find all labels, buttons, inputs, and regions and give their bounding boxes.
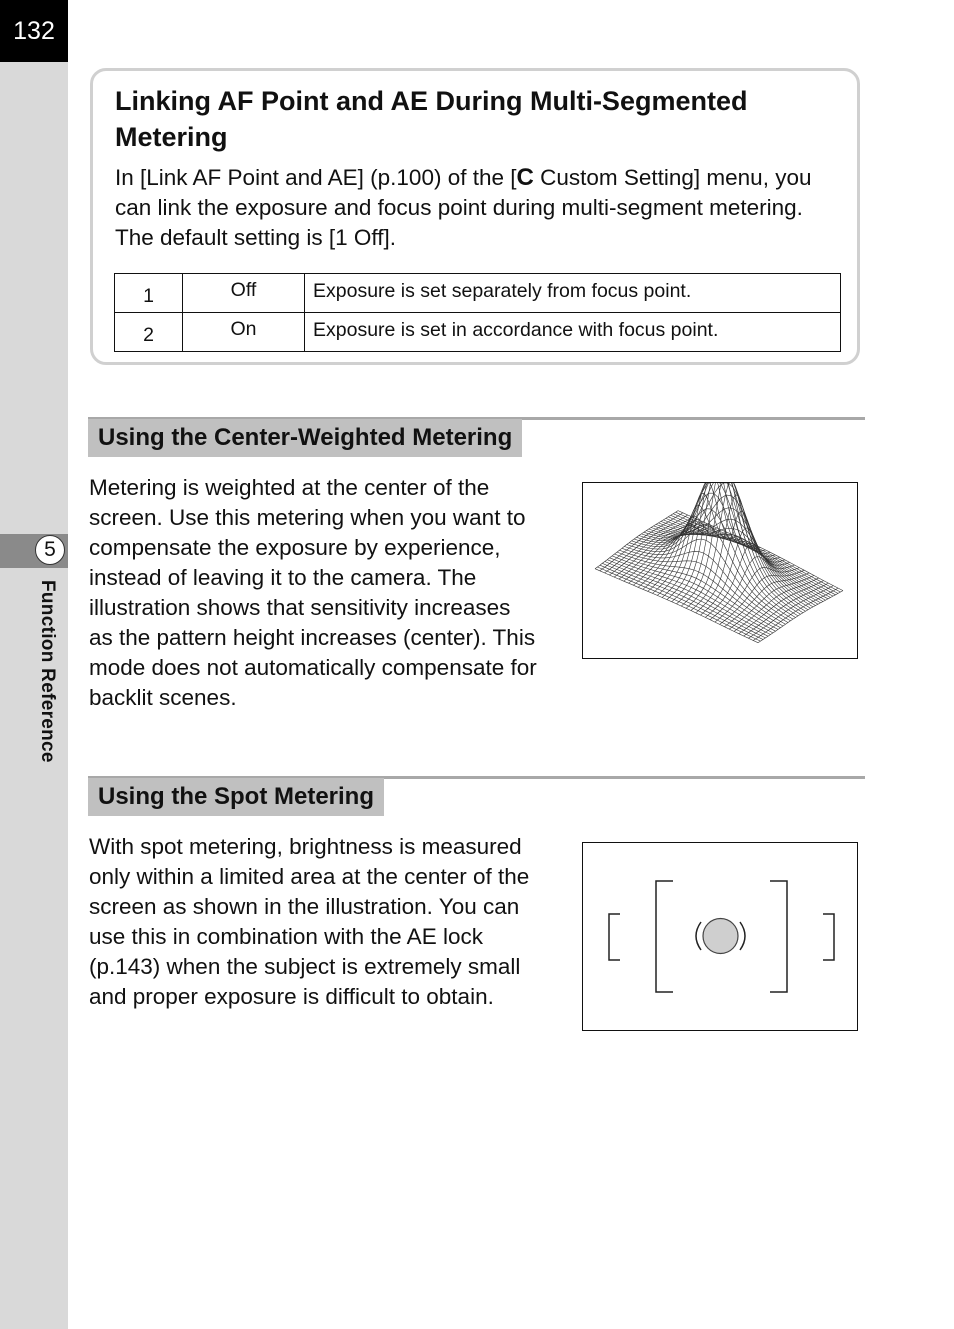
spot-body: With spot metering, brightness is measured only within a limited area at the center of the screen as shown in the illustration. You can use this in combination with the AE lock (p.143) when the subject is extremely small and proper exposure is difficult to obtain.	[89, 834, 530, 1009]
page-number: 132	[0, 0, 68, 62]
custom-setting-icon: C	[516, 164, 534, 191]
spot-left-paren-icon	[696, 922, 701, 950]
right-frame-bracket-icon	[823, 914, 834, 960]
option-value: Off	[183, 274, 305, 313]
center-weighted-illustration	[582, 482, 858, 659]
spot-circle-icon	[703, 919, 738, 954]
option-description: Exposure is set separately from focus point.	[305, 274, 841, 313]
inner-right-bracket-icon	[770, 881, 787, 992]
spot-heading: Using the Spot Metering	[88, 778, 384, 816]
chapter-number: 5	[35, 535, 65, 565]
spot-viewfinder-graphic	[583, 843, 856, 1029]
option-number: 1	[115, 274, 183, 313]
link-af-ae-title: Linking AF Point and AE During Multi-Segmented Metering	[115, 86, 748, 152]
table-row	[115, 274, 841, 313]
option-value: On	[183, 313, 305, 352]
link-options-table	[114, 273, 841, 352]
center-weighted-heading: Using the Center-Weighted Metering	[88, 419, 522, 457]
chapter-label: Function Reference	[37, 580, 58, 763]
table-row	[115, 313, 841, 352]
spot-right-paren-icon	[740, 922, 745, 950]
body-text-before-icon: In [Link AF Point and AE] (p.100) of the [	[115, 165, 517, 190]
center-weighted-body: Metering is weighted at the center of the screen. Use this metering when you want to compensate the exposure by experience, instead of leaving it to the camera. The illustration shows that sensitivity increases as the pattern height increases (center). This mode does not automatically compensate for backlit scenes.	[89, 475, 537, 710]
center-weighted-mesh-graphic	[583, 483, 856, 657]
spot-illustration	[582, 842, 858, 1031]
inner-left-bracket-icon	[656, 881, 673, 992]
option-description: Exposure is set in accordance with focus point.	[305, 313, 841, 352]
left-frame-bracket-icon	[609, 914, 620, 960]
option-number: 2	[115, 313, 183, 352]
body-text-after-icon: Custom Setting] menu, you can link the exposure and focus point during multi-segment metering. The default setting is [1 Off].	[115, 165, 812, 250]
link-af-ae-body	[115, 163, 835, 253]
link-af-ae-box	[90, 68, 860, 365]
